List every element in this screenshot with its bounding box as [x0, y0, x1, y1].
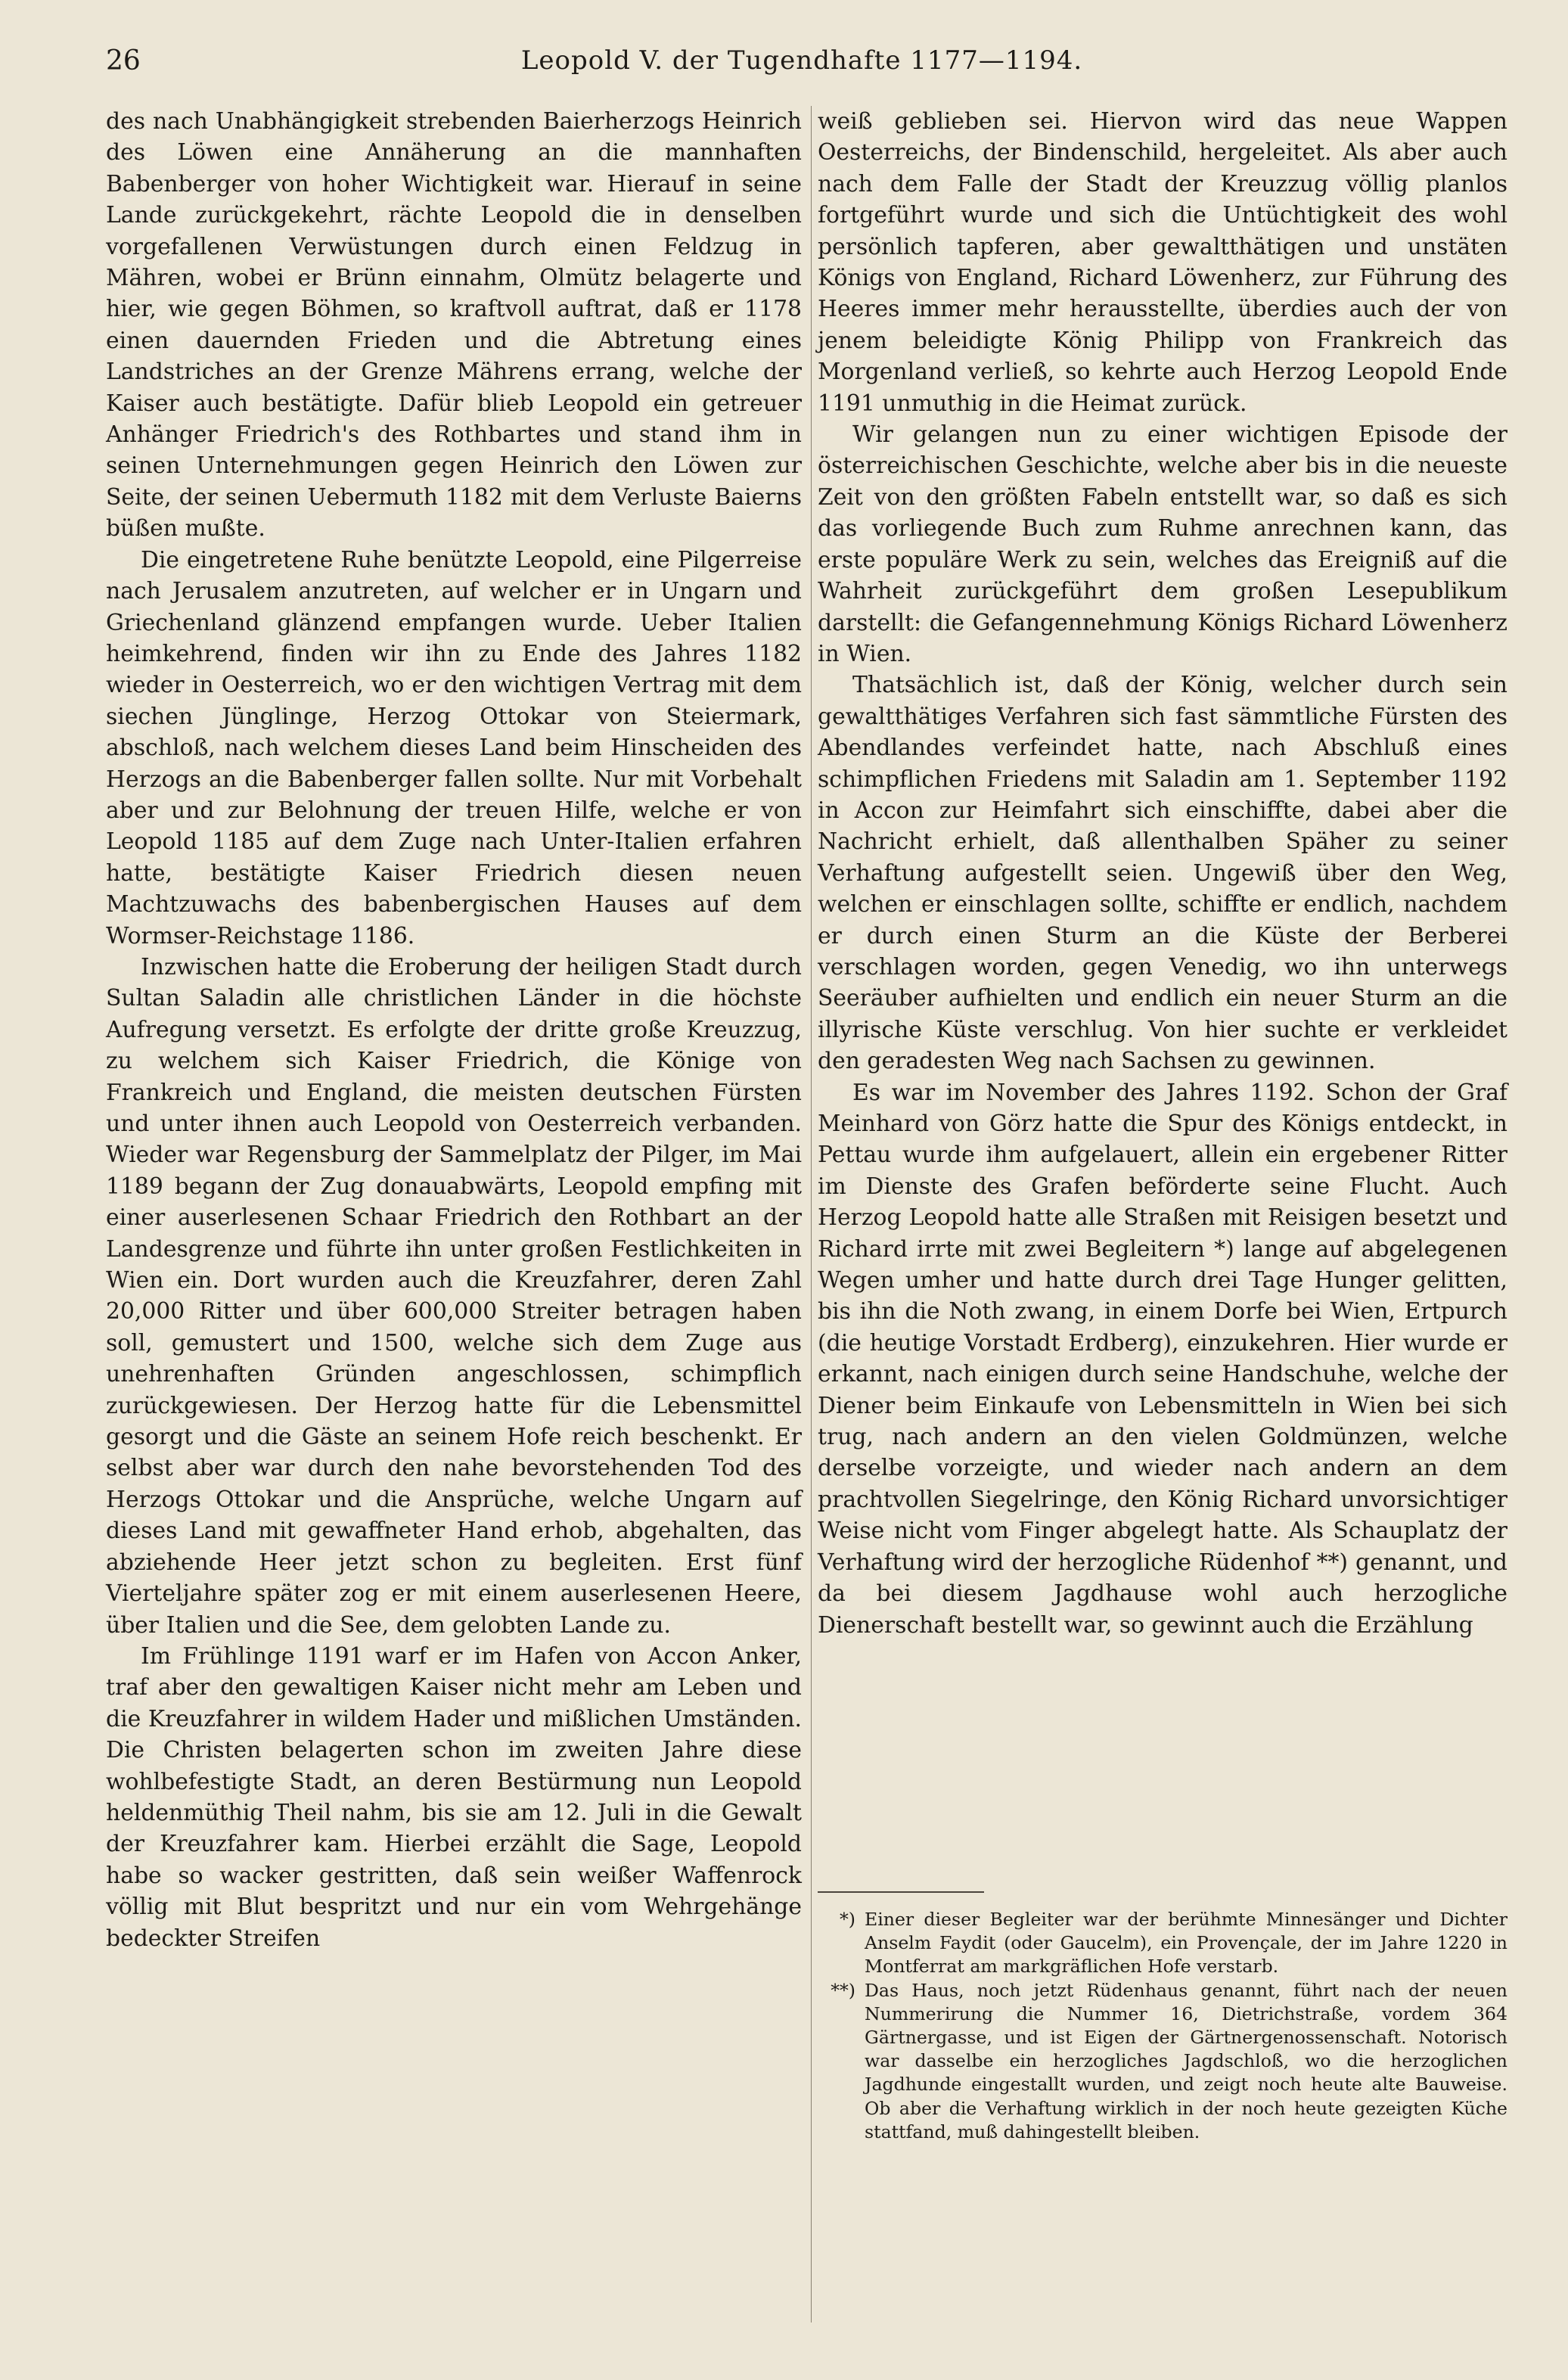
- paragraph: des nach Unabhängigkeit strebenden Baierherzogs Heinrich des Löwen eine Annäherung an die mannhaften Babenberger von hoher Wichtigkeit war. Hierauf in seine Lande zurückgekehrt, rächte Leopold die in denselben vorgefallenen Verwüstungen durch einen Feldzug in Mähren, wobei er Brünn einnahm, Olmütz belagerte und hier, wie gegen Böhmen, so kraftvoll auftrat, daß er 1178 einen dauernden Frieden und die Abtretung eines Landstriches an der Grenze Mährens errang, welche der Kaiser auch bestätigte. Dafür blieb Leopold ein getreuer Anhänger Friedrich's des Rothbartes und stand ihm in seinen Unternehmungen gegen Heinrich den Löwen zur Seite, der seinen Uebermuth 1182 mit dem Verluste Baierns büßen mußte.: [106, 108, 802, 542]
- footnote-text: Das Haus, noch jetzt Rüdenhaus genannt, führt nach der neuen Nummerirung die Nummer 16, Dietrichstraße, vordem 364 Gärtnergasse, und ist Eigen der Gärtnergenossenschaft. Notorisch war dasselbe ein herzogliches Jagdschloß, wo die herzoglichen Jagdhunde eingestallt wurden, und zeigt noch heute alte Bauweise. Ob aber die Verhaftung wirklich in der noch heute gezeigten Küche stattfand, muß dahingestellt bleiben.: [865, 1979, 1507, 2142]
- page-number: 26: [106, 45, 141, 76]
- paragraph: Wir gelangen nun zu einer wichtigen Episode der österreichischen Geschichte, welche aber bis in die neueste Zeit von den größten Fabeln entstellt war, so daß es sich das vorliegende Buch zum Ruhme anrechnen kann, das erste populäre Werk zu sein, welches das Ereigniß auf die Wahrheit zurückgeführt dem großen Lesepublikum darstellt: die Gefangennehmung Königs Richard Löwenherz in Wien.: [818, 421, 1507, 667]
- paragraph: Die eingetretene Ruhe benützte Leopold, eine Pilgerreise nach Jerusalem anzutreten, auf welcher er in Ungarn und Griechenland glänzend empfangen wurde. Ueber Italien heimkehrend, finden wir ihn zu Ende des Jahres 1182 wieder in Oesterreich, wo er den wichtigen Vertrag mit dem siechen Jünglinge, Herzog Ottokar von Steiermark, abschloß, nach welchem dieses Land beim Hinscheiden des Herzogs an die Babenberger fallen sollte. Nur mit Vorbehalt aber und zur Belohnung der treuen Hilfe, welche er von Leopold 1185 auf dem Zuge nach Unter-Italien erfahren hatte, bestätigte Kaiser Friedrich diesen neuen Machtzuwachs des babenbergischen Hauses auf dem Wormser-Reichstage 1186.: [106, 546, 802, 949]
- paragraph: Thatsächlich ist, daß der König, welcher durch sein gewaltthätiges Verfahren sich fast sämmtliche Fürsten des Abendlandes verfeindet hatte, nach Abschluß eines schimpflichen Friedens mit Saladin am 1. September 1192 in Accon zur Heimfahrt sich einschiffte, dabei aber die Nachricht erhielt, daß allenthalben Späher zu seiner Verhaftung aufgestellt seien. Ungewiß über den Weg, welchen er einschlagen sollte, schiffte er endlich, nachdem er durch einen Sturm an die Küste der Berberei verschlagen worden, gegen Venedig, wo ihn unterwegs Seeräuber aufhielten und endlich ein neuer Sturm an die illyrische Küste verschlug. Von hier suchte er verkleidet den geradesten Weg nach Sachsen zu gewinnen.: [818, 672, 1507, 1075]
- paragraph: weiß geblieben sei. Hiervon wird das neue Wappen Oesterreichs, der Bindenschild, hergeleitet. Als aber auch nach dem Falle der Stadt der Kreuzzug völlig planlos fortgeführt wurde und sich die Untüchtigkeit des wohl persönlich tapferen, aber gewaltthätigen und unstäten Königs von England, Richard Löwenherz, zur Führung des Heeres immer mehr herausstellte, überdies auch der von jenem beleidigte König Philipp von Frankreich das Morgenland verließ, so kehrte auch Herzog Leopold Ende 1191 unmuthig in die Heimat zurück.: [818, 108, 1507, 417]
- footnote-mark: *): [839, 1909, 855, 1930]
- footnote: [818, 1979, 1507, 2144]
- footnote: [818, 1908, 1507, 1979]
- footnotes: [818, 1908, 1507, 2144]
- left-column: [106, 106, 802, 1954]
- page-header: [106, 45, 1498, 83]
- column-divider: [811, 106, 812, 2323]
- paragraph: Inzwischen hatte die Eroberung der heiligen Stadt durch Sultan Saladin alle christlichen Länder in die höchste Aufregung versetzt. Es erfolgte der dritte große Kreuzzug, zu welchem sich Kaiser Friedrich, die Könige von Frankreich und England, die meisten deutschen Fürsten und unter ihnen auch Leopold von Oesterreich verbanden. Wieder war Regensburg der Sammelplatz der Pilger, im Mai 1189 begann der Zug donauabwärts, Leopold empfing mit einer auserlesenen Schaar Friedrich den Rothbart an der Landesgrenze und führte ihn unter großen Festlichkeiten in Wien ein. Dort wurden auch die Kreuzfahrer, deren Zahl 20,000 Ritter und über 600,000 Streiter betragen haben soll, gemustert und 1500, welche sich dem Zuge aus unehrenhaften Gründen angeschlossen, schimpflich zurückgewiesen. Der Herzog hatte für die Lebensmittel gesorgt und die Gäste an seinem Hofe reich beschenkt. Er selbst aber war durch den nahe bevorstehenden Tod des Herzogs Ottokar und die Ansprüche, welche Ungarn auf dieses Land mit gewaffneter Hand erhob, abgehalten, das abziehende Heer jetzt schon zu begleiten. Erst fünf Vierteljahre später zog er mit einem auserlesenen Heere, über Italien und die See, dem gelobten Lande zu.: [106, 953, 802, 1639]
- right-column: [818, 106, 1507, 1641]
- footnote-mark: **): [831, 1979, 855, 2001]
- paragraph: Es war im November des Jahres 1192. Schon der Graf Meinhard von Görz hatte die Spur des Königs entdeckt, in Pettau wurde ihm aufgelauert, allein ein ergebener Ritter im Dienste des Grafen beförderte seine Flucht. Auch Herzog Leopold hatte alle Straßen mit Reisigen besetzt und Richard irrte mit zwei Begleitern *) lange auf abgelegenen Wegen umher und hatte durch drei Tage Hunger gelitten, bis ihn die Noth zwang, in einem Dorfe bei Wien, Ertpurch (die heutige Vorstadt Erdberg), einzukehren. Hier wurde er erkannt, nach einigen durch seine Handschuhe, welche der Diener beim Einkaufe von Lebensmitteln in Wien bei sich trug, nach andern an den vielen Goldmünzen, welche derselbe vorzeigte, und wieder nach andern an dem prachtvollen Siegelringe, den König Richard unvorsichtiger Weise nicht vom Finger abgelegt hatte. Als Schauplatz der Verhaftung wird der herzogliche Rüdenhof **) genannt, und da bei diesem Jagdhause wohl auch herzogliche Dienerschaft bestellt war, so gewinnt auch die Erzählung: [818, 1079, 1507, 1639]
- paragraph: Im Frühlinge 1191 warf er im Hafen von Accon Anker, traf aber den gewaltigen Kaiser nicht mehr am Leben und die Kreuzfahrer in wildem Hader und mißlichen Umständen. Die Christen belagerten schon im zweiten Jahre diese wohlbefestigte Stadt, an deren Bestürmung nun Leopold heldenmüthig Theil nahm, bis sie am 12. Juli in die Gewalt der Kreuzfahrer kam. Hierbei erzählt die Sage, Leopold habe so wacker gestritten, daß sein weißer Waffenrock völlig mit Blut bespritzt und nur ein vom Wehrgehänge bedeckter Streifen: [106, 1642, 802, 1952]
- running-title: Leopold V. der Tugendhafte 1177—1194.: [520, 45, 1083, 76]
- footnote-rule: [818, 1891, 984, 1893]
- footnote-text: Einer dieser Begleiter war der berühmte Minnesänger und Dichter Anselm Faydit (oder Gaucelm), ein Provençale, der im Jahre 1220 in Montferrat am markgräflichen Hofe verstarb.: [865, 1909, 1507, 1978]
